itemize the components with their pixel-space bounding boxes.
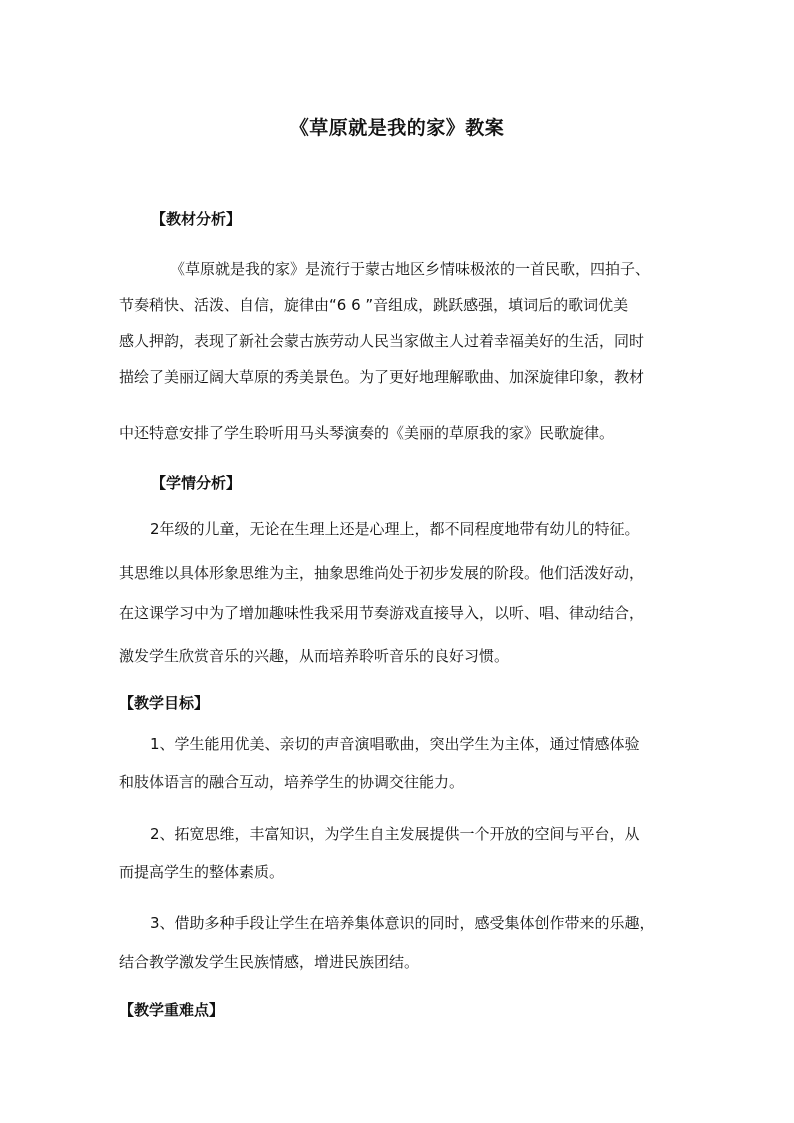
goal-line: 而提高学生的整体素质。	[119, 863, 285, 881]
section-heading-key-difficulties: 【教学重难点】	[119, 1001, 225, 1019]
paragraph-line: 《草原就是我的家》是流行于蒙古地区乡情味极浓的一首民歌，四拍子、	[170, 260, 651, 278]
goal-line: 和肢体语言的融合互动，培养学生的协调交往能力。	[119, 773, 465, 791]
paragraph-line: 激发学生欣赏音乐的兴趣，从而培养聆听音乐的良好习惯。	[119, 647, 510, 665]
goal-line: 1、学生能用优美、亲切的声音演唱歌曲，突出学生为主体，通过情感体验	[150, 735, 640, 753]
paragraph-line: 2年级的儿童，无论在生理上还是心理上，都不同程度地带有幼儿的特征。	[150, 520, 640, 538]
paragraph-line: 感人押韵，表现了新社会蒙古族劳动人民当家做主人过着幸福美好的生活，同时	[119, 332, 645, 350]
paragraph-line: 节奏稍快、活泼、自信，旋律由“6 6 ”音组成，跳跃感强，填词后的歌词优美	[119, 296, 629, 314]
goal-line: 结合教学激发学生民族情感，增进民族团结。	[119, 953, 420, 971]
section-heading-teaching-goals: 【教学目标】	[119, 694, 210, 712]
paragraph-line: 其思维以具体形象思维为主，抽象思维尚处于初步发展的阶段。他们活泼好动，	[119, 564, 645, 582]
section-heading-student-analysis: 【学情分析】	[151, 474, 242, 492]
goal-line: 3、借助多种手段让学生在培养集体意识的同时，感受集体创作带来的乐趣，	[150, 914, 655, 932]
paragraph-line: 在这课学习中为了增加趣味性我采用节奏游戏直接导入，以听、唱、律动结合，	[119, 604, 645, 622]
section-heading-textbook-analysis: 【教材分析】	[151, 210, 242, 228]
goal-line: 2、拓宽思维，丰富知识，为学生自主发展提供一个开放的空间与平台，从	[150, 825, 640, 843]
paragraph-line: 描绘了美丽辽阔大草原的秀美景色。为了更好地理解歌曲、加深旋律印象，教材	[119, 368, 645, 386]
document-title: 《草原就是我的家》教案	[289, 117, 505, 139]
paragraph-line: 中还特意安排了学生聆听用马头琴演奏的《美丽的草原我的家》民歌旋律。	[119, 424, 615, 442]
